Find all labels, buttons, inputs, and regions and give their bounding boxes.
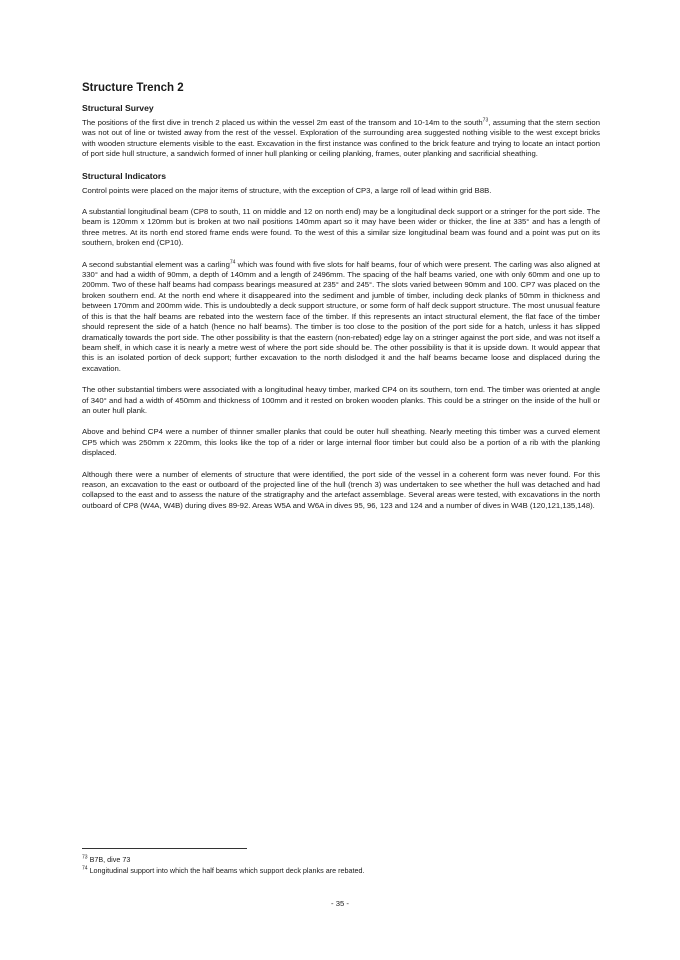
footnote-divider	[82, 848, 247, 849]
paragraph-port-side: Although there were a number of elements of structure that were identified, the port side of the vessel in a coherent form was never found. For this reason, an excavation to the east or outboard of the projected line of the hull (trench 3) was undertaken to see whether the hull was detached and had collapsed to the east and to assess the nature of the stratigraphy and the artefact assemblage. Several areas were tested, with excavations in the north outboard of CP8 (W4A, W4B) during dives 89-92. Areas W5A and W6A in dives 95, 96, 123 and 124 and a number of dives in W4B (120,121,135,148).	[82, 469, 600, 510]
subheading-structural-survey: Structural Survey	[82, 103, 154, 113]
footnote-73: $^{73}$ B7B, dive 73	[82, 854, 131, 864]
footnote-marker: 73	[82, 854, 88, 861]
subheading-structural-indicators: Structural Indicators	[82, 170, 167, 181]
footnote-marker: 74	[82, 865, 88, 872]
paragraph-longitudinal-beam: A substantial longitudinal beam (CP8 to south, 11 on middle and 12 on north end) may be a longitudinal deck support or a stringer for the port side. The beam is 120mm x 120mm but is broken at two nail positions 140mm apart so it may have been wider or thicker, the line at 335° and has a length of three metres. At its north end stored frame ends were found. To the west of this a similar size longitudinal beam was found and a point was put on its southern, broken end (CP10).	[82, 207, 600, 248]
section-title: Structure Trench 2	[82, 82, 184, 94]
paragraph-carling: A second substantial element was a carling$^{74}$ which was found with five slots for half beams, four of which were present. The carling was also aligned at 330° and had a width of 90mm, a depth of 140mm and a length of 2496mm. The spacing of the half beams varied, one with only 60mm and one up to 200mm. Two of these half beams had compass bearings measured at 235° and 245°. The slots varied between 90mm and 100. CP7 was placed on the broken southern end. At the north end where it disappeared into the sediment and jumble of timber, including deck planks of 50mm in thickness and between 170mm and 200mm wide. This is undoubtedly a deck support structure, or some form of half deck support structure. The most unusual feature of this is that the half beams are rebated into the western face of the timber. If this represents an intact structural element, the flat face of the timber should represent the side of a hatch (hence no half beams). The timber is too close to the position of the port side for a hatch, unless it has slipped dramatically towards the port side. The other possibility is that the eastern (non-rebated) edge lay on a stringer against the port side, and was not itself a beam shelf, in which case it is nearly a metre west of where the port side should be. The other possibility is that it is upside down. It would appear that this is an isolated portion of deck support; further excavation to the north dislodged it and the half beams became loose and displaced during the excavation.	[82, 259, 600, 373]
paragraph-control-points: Control points were placed on the major items of structure, with the exception of CP3, a large roll of lead within grid B8B.	[82, 185, 492, 195]
page-number: - 35 -	[331, 899, 349, 908]
main-content	[82, 82, 600, 522]
footnotes	[82, 854, 600, 876]
paragraph-thinner-planks: Above and behind CP4 were a number of thinner smaller planks that could be outer hull sheathing. Nearly meeting this timber was a curved element CP5 which was 250mm x 220mm, this looks like the top of a rider or large internal floor timber but could also be a portion of a rib with the planking displaced.	[82, 427, 600, 458]
footnote-ref-74: 74	[229, 259, 236, 266]
paragraph-heavy-timber: The other substantial timbers were associated with a longitudinal heavy timber, marked CP4 on its southern, torn end. The timber was oriented at angle of 340° and had a width of 450mm and thickness of 100mm and it rested on broken wooden planks. This could be a stringer on the inside of the hull or an outer hull plank.	[82, 385, 600, 415]
footnote-ref-73: 73	[482, 117, 489, 124]
footnote-74: $^{74}$ Longitudinal support into which the half beams which support deck planks are rebated.	[82, 865, 365, 875]
paragraph-survey: The positions of the first dive in trench 2 placed us within the vessel 2m east of the transom and 10-14m to the south$^{73}$, assuming that the stern section was not out of line or twisted away from the rest of the vessel. Exploration of the surrounding area suggested nothing visible to the west except bricks with wooden structure elements visible to the east. Excavation in the first instance was confined to the brick feature and trying to locate an intact portion of port side hull structure, a sandwich formed of inner hull planking or ceiling planking, frames, outer planking and sacrificial sheathing.	[82, 117, 600, 159]
